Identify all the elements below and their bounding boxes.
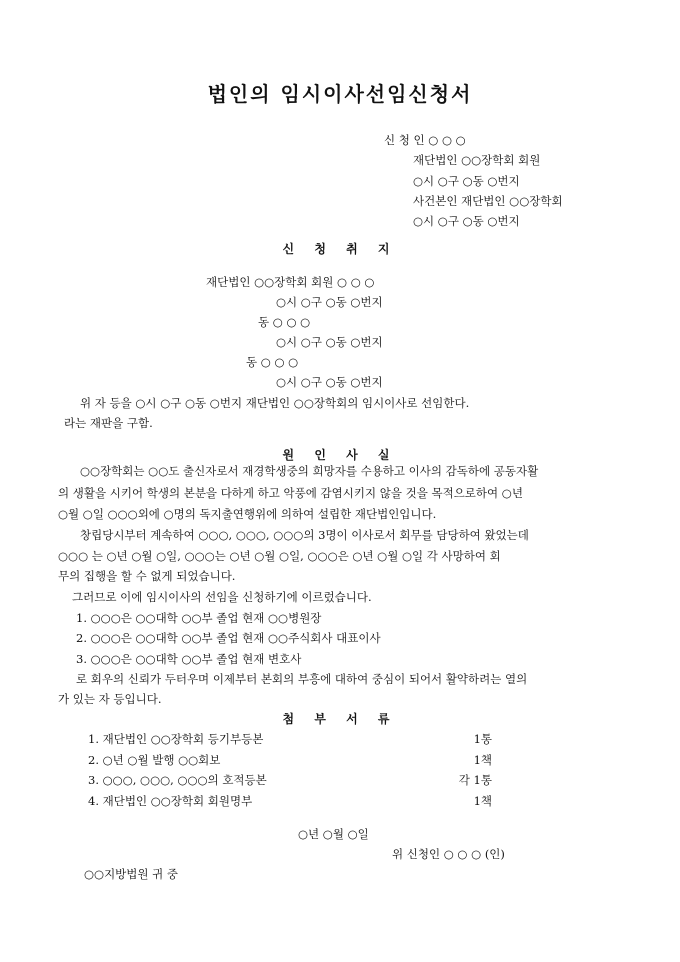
cause-p2-line-3: 무의 집행을 할 수 없게 되었습니다. <box>58 569 236 583</box>
cause-list-item-3: 3. ○○○은 ○○대학 ○○부 졸업 현재 변호사 <box>76 652 302 666</box>
cause-p2-line-2: ○○○ 는 ○년 ○월 ○일, ○○○는 ○년 ○월 ○일, ○○○은 ○년 ○월 ○일 각 사망하여 회 <box>58 549 501 563</box>
document-title: 법인의 임시이사선임신청서 <box>207 82 473 106</box>
attachment-qty-4: 1책 <box>473 794 492 808</box>
cause-heading: 원 인 사 실 <box>282 448 398 462</box>
attachment-qty-3: 각 1통 <box>458 773 492 787</box>
cause-list-item-2: 2. ○○○은 ○○대학 ○○부 졸업 현재 ○○주식회사 대표이사 <box>76 631 381 645</box>
applicant-line-1: 재단법인 ○○장학회 회원 <box>413 153 541 167</box>
cause-p4-line-1: 로 회우의 신뢰가 두터우며 이제부터 본회의 부흥에 대하여 중심이 되어서 활약하려는 열의 <box>76 672 528 686</box>
applicant-line-2: ○시 ○구 ○동 ○번지 <box>413 174 520 188</box>
applicant-line-3: 사건본인 재단법인 ○○장학회 <box>413 194 563 208</box>
attachments-heading: 첨 부 서 류 <box>282 712 398 726</box>
cause-p1-line-2: 의 생활을 시키어 학생의 본분을 다하게 하고 악풍에 감염시키지 않을 것을 목적으로하여 ○년 <box>58 486 523 500</box>
purpose-person-3-address: ○시 ○구 ○동 ○번지 <box>276 375 383 389</box>
court-addressee: ○○지방법원 귀 중 <box>84 867 179 881</box>
signer-line: 위 신청인 ○ ○ ○ (인) <box>392 847 505 861</box>
purpose-person-1: 재단법인 ○○장학회 회원 ○ ○ ○ <box>206 275 375 289</box>
attachment-item-2: 2. ○년 ○월 발행 ○○회보 <box>88 753 221 767</box>
filing-date: ○년 ○월 ○일 <box>298 827 369 841</box>
purpose-heading: 신 청 취 지 <box>282 242 398 256</box>
cause-list-item-1: 1. ○○○은 ○○대학 ○○부 졸업 현재 ○○병원장 <box>76 611 322 625</box>
purpose-person-2: 동 ○ ○ ○ <box>258 315 311 329</box>
cause-p1-line-1: ○○장학회는 ○○도 출신자로서 재경학생중의 희망자를 수용하고 이사의 감독하에 공동자활 <box>80 464 539 478</box>
cause-p2-line-1: 창립당시부터 계속하여 ○○○, ○○○, ○○○의 3명이 이사로서 회무를 담당하여 왔었는데 <box>80 528 529 542</box>
purpose-body-2: 라는 재판을 구함. <box>64 416 153 430</box>
cause-p3: 그러므로 이에 임시이사의 선임을 신청하기에 이르렀습니다. <box>72 590 372 604</box>
cause-p1-line-3: ○월 ○일 ○○○외에 ○명의 독지출연행위에 의하여 설립한 재단법인입니다. <box>58 507 437 521</box>
purpose-person-3: 동 ○ ○ ○ <box>246 355 299 369</box>
attachment-item-3: 3. ○○○, ○○○, ○○○의 호적등본 <box>88 773 267 787</box>
attachment-qty-2: 1책 <box>473 753 492 767</box>
attachment-qty-1: 1통 <box>473 732 492 746</box>
attachment-item-1: 1. 재단법인 ○○장학회 등기부등본 <box>88 732 264 746</box>
cause-p4-line-2: 가 있는 자 등입니다. <box>58 692 162 706</box>
purpose-body-1: 위 자 등을 ○시 ○구 ○동 ○번지 재단법인 ○○장학회의 임시이사로 선임한다. <box>80 396 470 410</box>
applicant-line-4: ○시 ○구 ○동 ○번지 <box>413 214 520 228</box>
purpose-person-1-address: ○시 ○구 ○동 ○번지 <box>276 295 383 309</box>
purpose-person-2-address: ○시 ○구 ○동 ○번지 <box>276 335 383 349</box>
attachment-item-4: 4. 재단법인 ○○장학회 회원명부 <box>88 794 253 808</box>
applicant-label: 신 청 인 ○ ○ ○ <box>384 133 466 147</box>
